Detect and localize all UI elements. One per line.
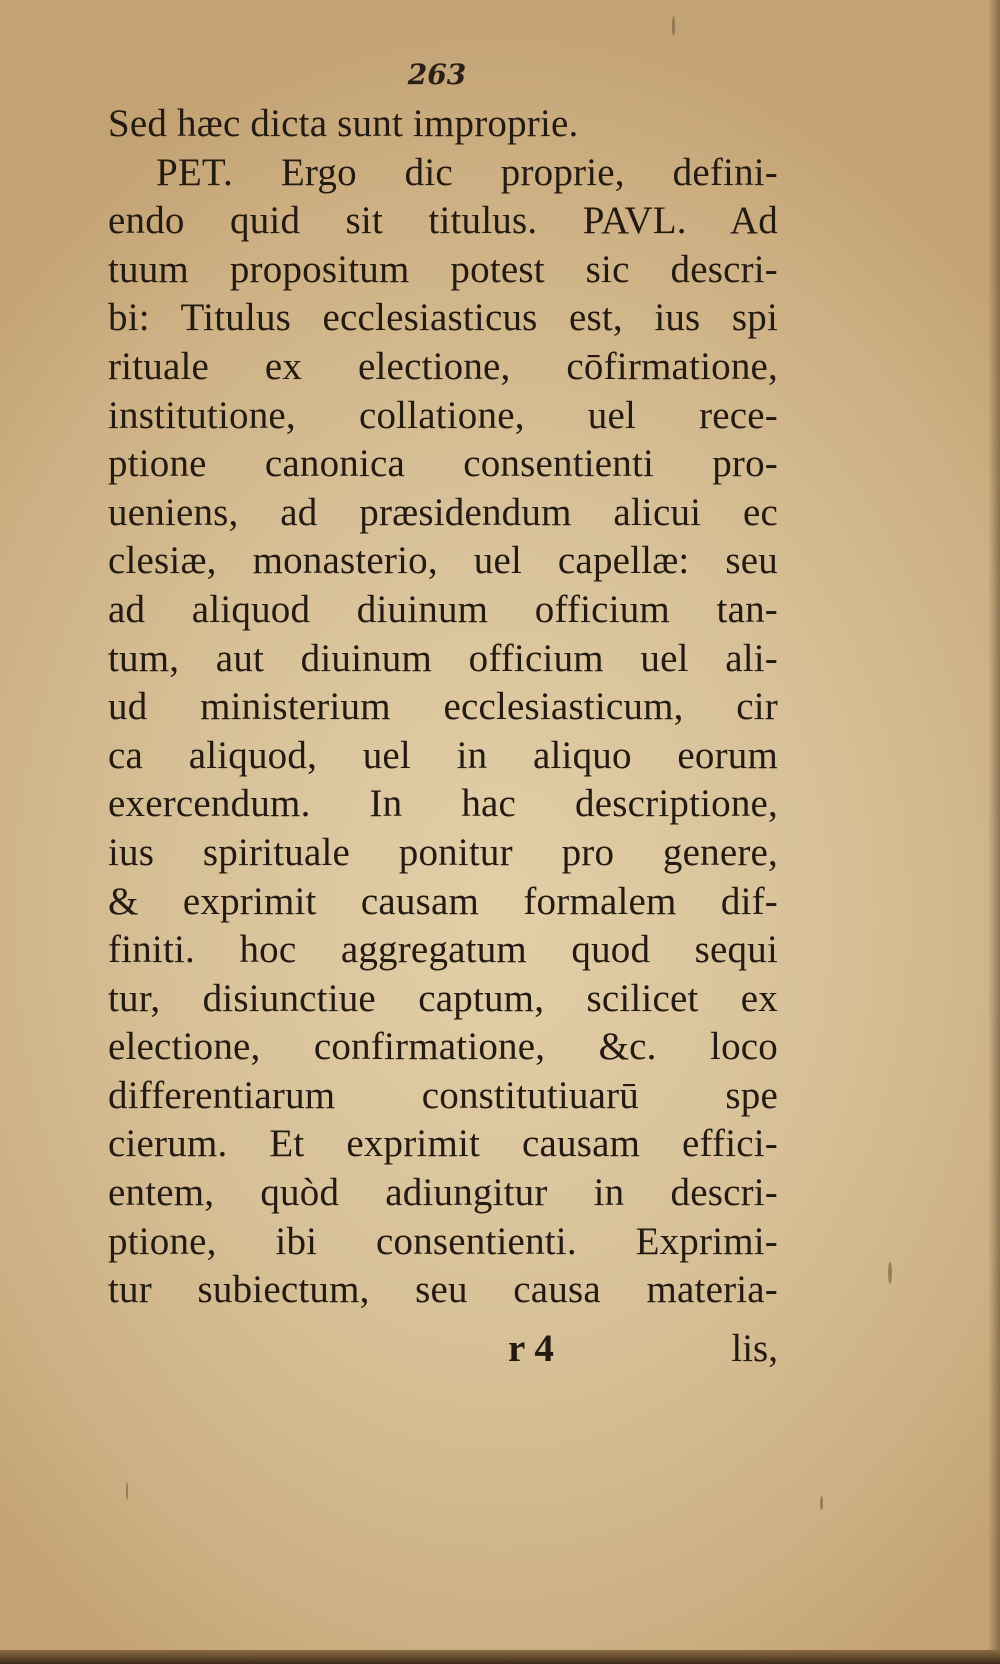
ink-speck (672, 16, 675, 36)
text-line: finiti. hoc aggregatum quod sequi (108, 928, 778, 972)
page-bottom-edge (0, 1650, 1000, 1664)
text-line: electione, confirmatione, &c. loco (108, 1025, 778, 1069)
page-edge-shadow (988, 0, 1000, 1664)
text-line: entem, quòd adiungitur in descri- (108, 1171, 778, 1215)
text-line: tur, disiunctiue captum, scilicet ex (108, 976, 778, 1020)
text-line: & exprimit causam formalem dif- (108, 879, 778, 923)
text-line: tuum propositum potest sic descri- (108, 247, 778, 291)
catchword: lis, (731, 1327, 778, 1370)
ink-speck (126, 1482, 128, 1500)
text-line: clesiæ, monasterio, uel capellæ: seu (108, 539, 778, 583)
text-line: institutione, collatione, uel rece- (108, 393, 778, 437)
page-footer (108, 1326, 778, 1376)
text-line: exercendum. In hac descriptione, (108, 782, 778, 826)
text-line: ad aliquod diuinum officium tan- (108, 587, 778, 631)
text-line: tum, aut diuinum officium uel ali- (108, 636, 778, 680)
text-line: ueniens, ad præsidendum alicui ec (108, 490, 778, 534)
text-line: ptione, ibi consentienti. Exprimi- (108, 1219, 778, 1263)
text-line: endo quid sit titulus. PAVL. Ad (108, 199, 778, 243)
text-line: tur subiectum, seu causa materia- (108, 1268, 778, 1312)
text-line: rituale ex electione, cōfirmatione, (108, 344, 778, 388)
ink-speck (820, 1496, 823, 1510)
page-number: 263 (407, 58, 467, 91)
text-line: cierum. Et exprimit causam effici- (108, 1122, 778, 1166)
text-line: ptione canonica consentienti pro- (108, 442, 778, 486)
signature-mark: r 4 (508, 1327, 554, 1370)
text-line: ca aliquod, uel in aliquo eorum (108, 733, 778, 777)
text-line: ud ministerium ecclesiasticum, cir (108, 685, 778, 729)
text-line: ius spirituale ponitur pro genere, (108, 830, 778, 874)
ink-speck (888, 1262, 892, 1284)
text-line: bi: Titulus ecclesiasticus est, ius spi (108, 296, 778, 340)
text-line: Sed hæc dicta sunt improprie. (108, 102, 579, 145)
text-line: differentiarum constitutiuarū spe (108, 1073, 778, 1117)
text-line: PET. Ergo dic proprie, defini- (156, 150, 778, 194)
body-text (108, 100, 778, 1315)
